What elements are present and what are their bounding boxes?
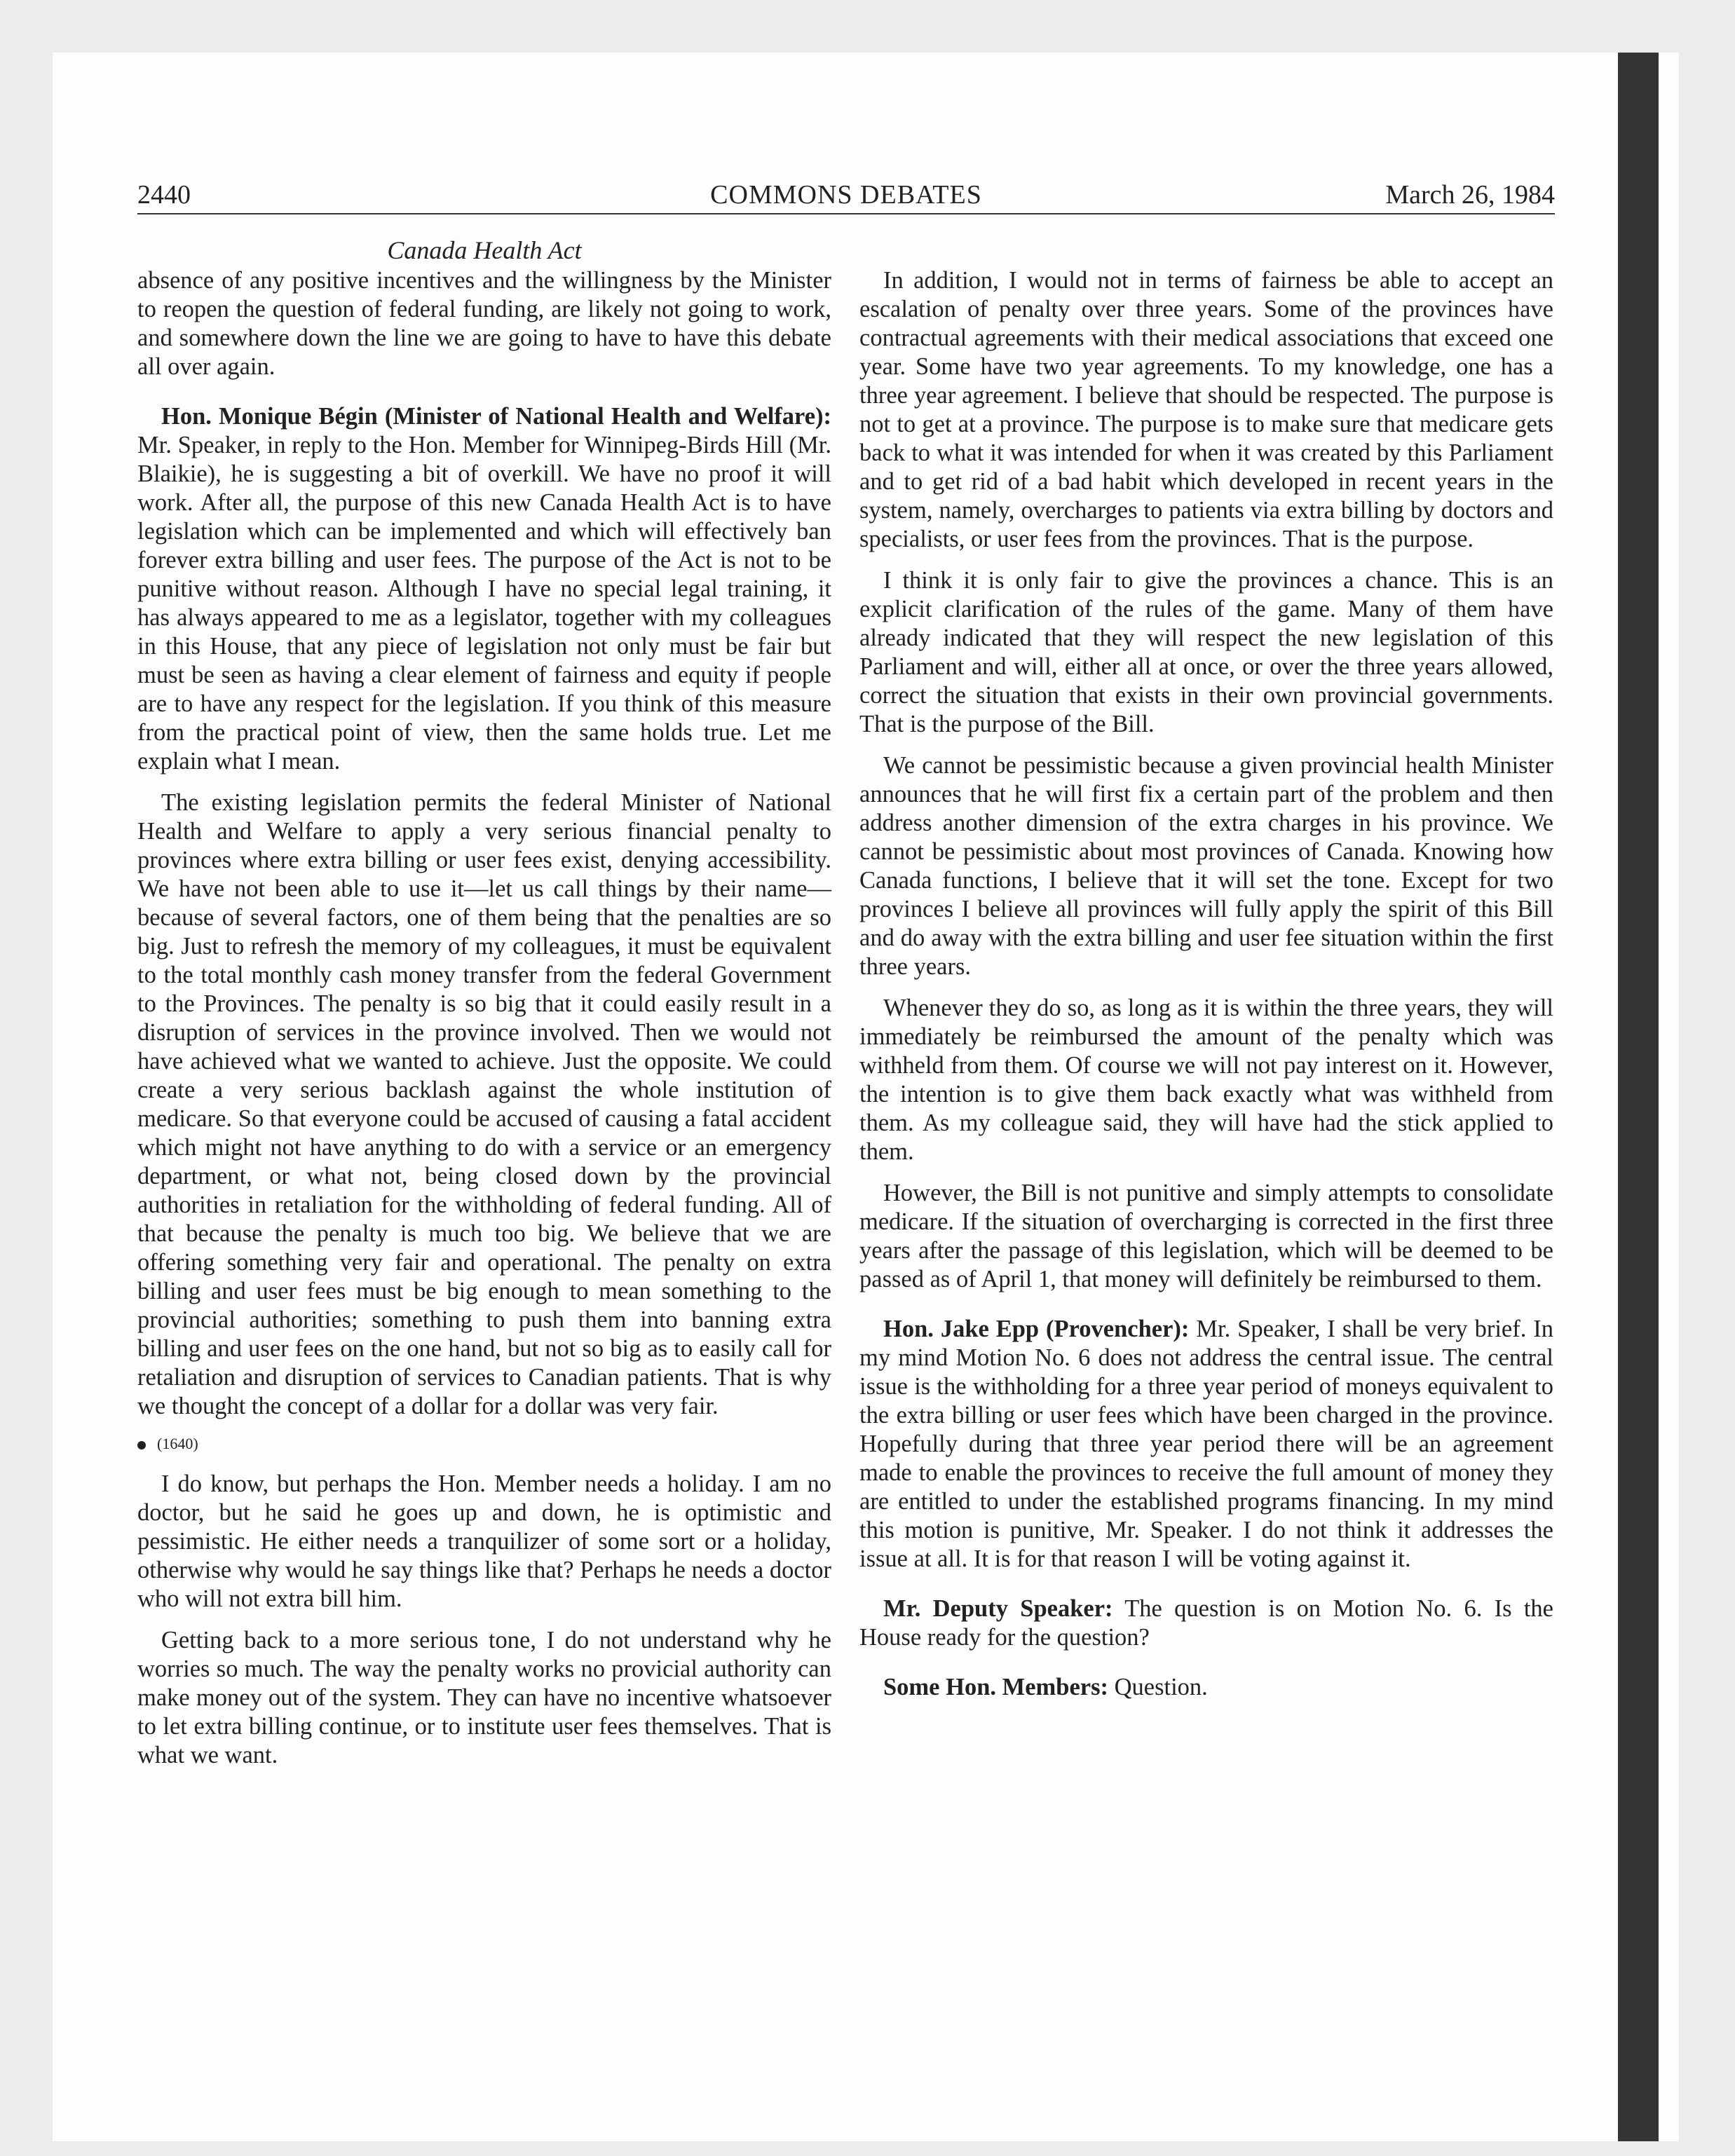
paragraph: In addition, I would not in terms of fairness be able to accept an escalation of penalty over three years. Some of the provinces have contractual agreements with their medical associations that exceed one year. Some have two year agreements. To my knowledge, one has a three year agreement. I believe that should be respected. The purpose is not to get at a province. The purpose is to make sure that medicare gets back to what it was intended for when it was created by this Parliament and to get rid of a bad habit which developed in recent years in the system, namely, overcharges to patients via extra billing by doctors and specialists, or user fees from the provinces. That is the purpose.: [859, 267, 1553, 552]
publication-title: COMMONS DEBATES: [710, 180, 982, 210]
paragraph: Getting back to a more serious tone, I do not understand why he worries so much. The way the penalty works no provicial authority can make money out of the system. They can have no incentive whatsoever to let extra billing continue, or to institute user fees themselves. That is what we want.: [137, 1627, 831, 1768]
paragraph: [859, 1315, 1553, 1574]
paragraph: We cannot be pessimistic because a given provincial health Minister announces that he will first fix a certain part of the problem and then address another dimension of the extra charges in his province. We cannot be pessimistic about most provinces of Canada. Knowing how Canada functions, I believe that it will set the tone. Except for two provinces I believe all provinces will fully apply the spirit of this Bill and do away with the extra billing and user fee situation within the first three years.: [859, 752, 1553, 980]
paragraph: However, the Bill is not punitive and simply attempts to consolidate medicare. If the situation of overcharging is corrected in the first three years after the passage of this legislation, which will be deemed to be passed as of April 1, that money will definitely be reimbursed to them.: [859, 1180, 1553, 1292]
publication-date: March 26, 1984: [1385, 180, 1555, 210]
paragraph: absence of any positive incentives and the willingness by the Minister to reopen the question of federal funding, are likely not going to work, and somewhere down the line we are going to have to have this debate all over again.: [137, 267, 831, 380]
page-header: [137, 177, 1555, 214]
timestamp-text: (1640): [157, 1435, 198, 1452]
scan-edge-shadow: [1618, 53, 1659, 2141]
paragraph: I think it is only fair to give the provinces a chance. This is an explicit clarification of the rules of the game. Many of them have already indicated that they will respect the new legislation of this Parliament and will, either all at once, or over the three years allowed, correct the situation that exists in their own provincial governments. That is the purpose of the Bill.: [859, 567, 1553, 737]
paragraph: The existing legislation permits the federal Minister of National Health and Welfare to apply a very serious financial penalty to provinces where extra billing or user fees exist, denying accessibility. We have not been able to use it—let us call things by their name—because of several factors, one of them being that the penalties are so big. Just to refresh the memory of my colleagues, it must be equivalent to the total monthly cash money transfer from the federal Government to the Provinces. The penalty is so big that it could easily result in a disruption of services in the province involved. Then we would not have achieved what we wanted to achieve. Just the opposite. We could create a very serious backlash against the whole institution of medicare. So that everyone could be accused of causing a fatal accident which might not have anything to do with a service or an emergency department, or what not, being closed down by the provincial authorities in retaliation for the withholding of federal funding. All of that because the penalty is much too big. We believe that we are offering something very fair and operational. The penalty on extra billing and user fees must be big enough to mean something to the provincial authorities; something to push them into banning extra billing and user fees on the one hand, but not so big as to easily call for retaliation and disruption of services to Canadian patients. That is why we thought the concept of a dollar for a dollar was very fair.: [137, 789, 831, 1419]
speech-text: Mr. Speaker, in reply to the Hon. Member for Winnipeg-Birds Hill (Mr. Blaikie), he is suggesting a bit of overkill. We have no proof it will work. After all, the purpose of this new Canada Health Act is to have legislation which can be implemented and which will effectively ban forever extra billing and user fees. The purpose of the Act is not to be punitive without reason. Although I have no special legal training, it has always appeared to me as a legislator, together with my colleagues in this House, that any piece of legislation not only must be fair but must be seen as having a clear element of fairness and equity if people are to have any respect for the legislation. If you think of this measure from the practical point of view, then the same holds true. Let me explain what I mean.: [137, 432, 831, 775]
left-column: [137, 234, 831, 1782]
bullet-icon: [137, 1441, 146, 1449]
paragraph: [859, 1673, 1553, 1702]
right-column: [859, 266, 1553, 1714]
speaker-name: Hon. Monique Bégin (Minister of National Health and Welfare):: [161, 403, 831, 430]
speech-text: Question.: [1108, 1674, 1208, 1700]
speaker-name: Hon. Jake Epp (Provencher):: [883, 1316, 1190, 1342]
subject-heading: Canada Health Act: [387, 236, 582, 264]
page-number: 2440: [137, 180, 191, 210]
paragraph: [859, 1595, 1553, 1652]
speaker-name: Mr. Deputy Speaker:: [883, 1595, 1113, 1622]
speech-text: The question is on Motion No. 6. Is the House ready for the question?: [859, 1595, 1553, 1651]
paragraph: I do know, but perhaps the Hon. Member needs a holiday. I am no doctor, but he said he goes up and down, he is optimistic and pessimistic. He either needs a tranquilizer of some sort or a holiday, otherwise why would he say things like that? Perhaps he needs a doctor who will not extra bill him.: [137, 1471, 831, 1612]
speech-text: Mr. Speaker, I shall be very brief. In my mind Motion No. 6 does not address the central issue. The central issue is the withholding for a three year period of moneys equivalent to the extra billing or user fees which have been charged in the province. Hopefully during that three year period there will be an agreement made to enable the provinces to receive the full amount of money they are entitled to under the established programs financing. In my mind this motion is punitive, Mr. Speaker. I do not think it addresses the issue at all. It is for that reason I will be voting against it.: [859, 1316, 1554, 1572]
timestamp: [137, 1433, 831, 1454]
paragraph: [137, 402, 831, 776]
paragraph: Whenever they do so, as long as it is within the three years, they will immediately be reimbursed the amount of the penalty which was withheld from them. Of course we will not pay interest on it. However, the intention is to give them back exactly what was withheld from them. As my colleague said, they will have had the stick applied to them.: [859, 995, 1553, 1165]
speaker-name: Some Hon. Members:: [883, 1674, 1108, 1700]
